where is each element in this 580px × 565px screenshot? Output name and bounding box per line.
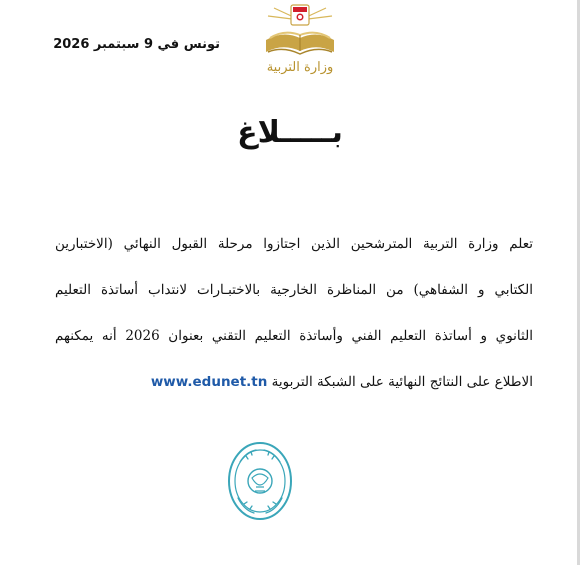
- body-line: تعلم وزارة التربية المترشحين الذين اجتازوا مرحلة القبول النهائي (الاختبارين: [55, 236, 533, 252]
- body-line-text: الاطلاع على النتائج النهائية على الشبكة التربوية: [271, 374, 533, 390]
- announcement-body: [55, 232, 533, 416]
- edunet-link[interactable]: www.edunet.tn: [150, 374, 268, 390]
- body-line: الثانوي و أساتذة التعليم الفني وأساتذة التعليم التقني بعنوان 2026 أنه يمكنهم: [55, 328, 533, 344]
- body-line: الكتابي و الشفاهي) من المناظرة الخارجية بالاختبـارات لانتداب أساتذة التعليم: [55, 282, 533, 298]
- ministry-name: وزارة التربية: [266, 60, 334, 75]
- official-seal-icon: [226, 440, 294, 522]
- announcement-title: بـــــلاغ: [237, 115, 343, 150]
- body-line-last: [55, 370, 533, 416]
- date-line: تونس في 9 سبتمبر 2026: [53, 37, 220, 52]
